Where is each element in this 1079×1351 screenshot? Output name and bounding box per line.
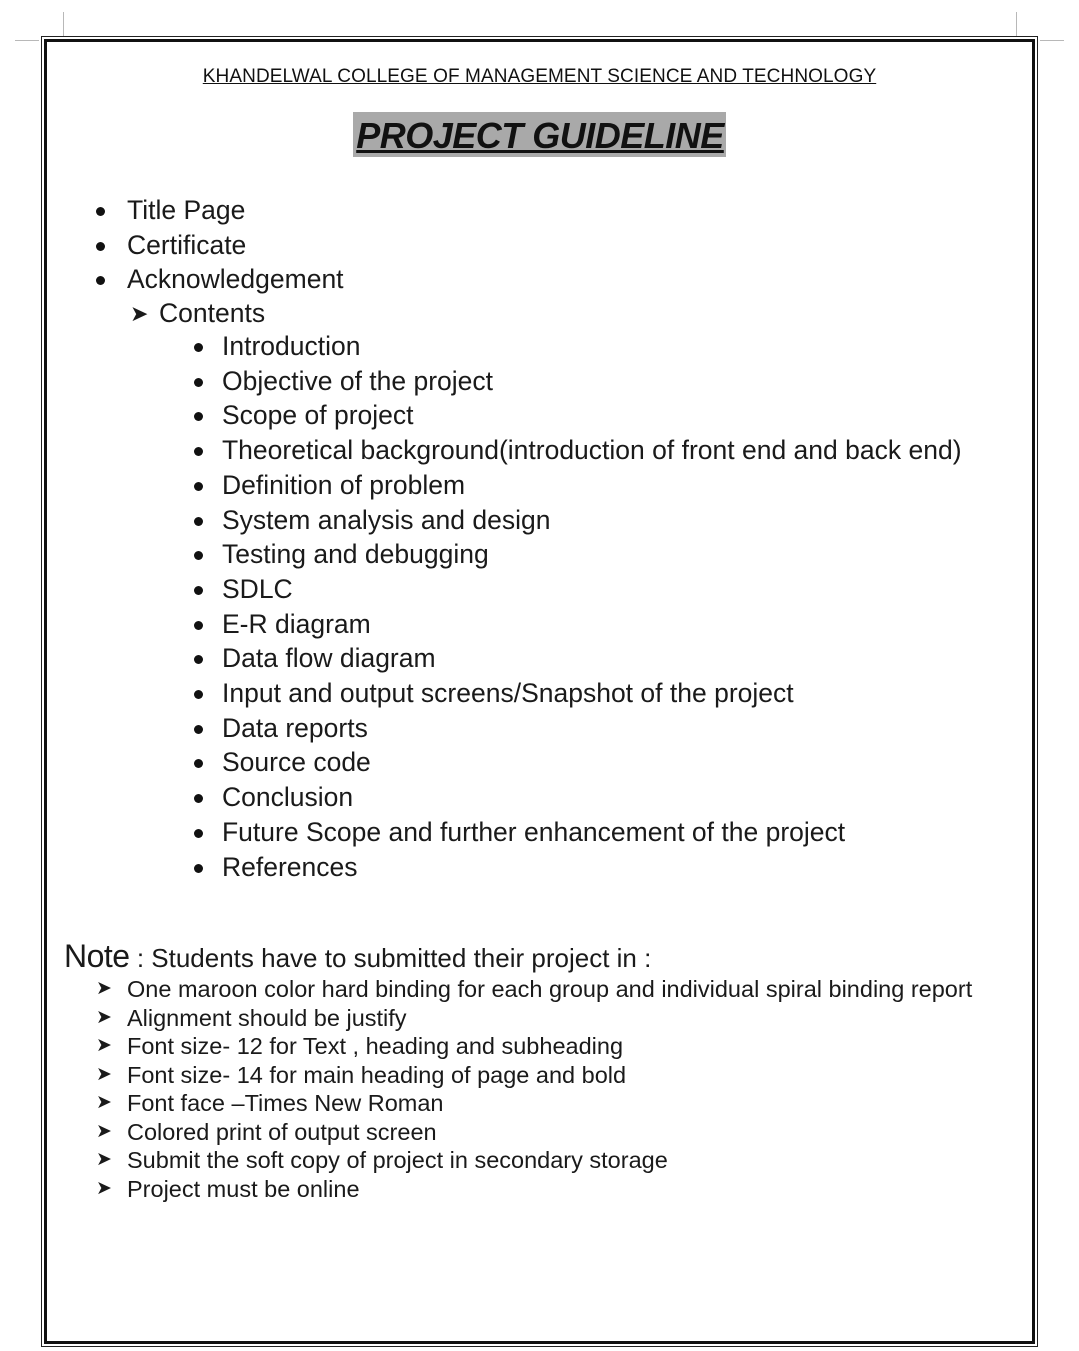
note-list [96,975,973,1203]
list-item-label: SDLC [222,573,293,604]
list-item-label: Theoretical background(introduction of front end and back end) [222,435,962,466]
list-item-label: Title Page [127,195,246,225]
list-item-label: Colored print of output screen [127,1118,437,1145]
list-item-label: Acknowledgement [127,264,344,294]
bullet-icon [96,207,105,216]
list-item-label: One maroon color hard binding for each group and individual spiral binding report [127,976,973,1002]
contents-heading [130,296,265,331]
bullet-icon [194,864,203,873]
list-item-label: Input and output screens/Snapshot of the project [222,678,794,709]
list-item-label: Future Scope and further enhancement of the project [222,816,846,847]
list-item [222,572,962,607]
list-item-label: Project must be online [127,1175,360,1202]
list-item [222,745,962,780]
list-item [127,228,344,263]
bullet-icon [96,276,105,285]
list-item [222,641,962,676]
crop-mark [1040,40,1064,41]
bullet-icon [194,482,203,491]
list-item [127,193,344,228]
list-item-label: Introduction [222,331,361,361]
college-name: KHANDELWAL COLLEGE OF MANAGEMENT SCIENCE AND TECHNOLOGY [202,66,877,87]
arrow-icon: ➤ [96,1006,112,1028]
arrow-icon: ➤ [96,978,112,999]
list-item [222,607,962,642]
list-item [96,1089,972,1118]
list-item [96,1146,972,1175]
list-item [222,468,962,503]
note-line [64,936,651,978]
list-item-label: Definition of problem [222,469,466,500]
title-wrapper [0,112,1079,157]
list-item [222,850,962,885]
list-item-label: Font size- 12 for Text , heading and subheading [127,1033,624,1059]
arrow-icon: ➤ [96,1063,112,1085]
arrow-icon: ➤ [130,301,149,326]
bullet-icon [96,242,105,251]
list-item [222,503,962,538]
list-item-label: Submit the soft copy of project in secondary storage [127,1147,668,1173]
note-label: Note [64,938,130,974]
list-item-label: Data flow diagram [222,643,436,674]
list-item [96,1061,972,1090]
bullet-icon [194,621,203,630]
list-item-label: E-R diagram [222,608,371,639]
list-item [222,433,962,468]
list-item [222,329,962,364]
list-item-label: Alignment should be justify [127,1004,407,1031]
bullet-icon [194,343,203,352]
bullet-icon [194,690,203,699]
list-item [127,262,344,297]
page-title: PROJECT GUIDELINE [353,112,726,157]
list-item [96,1004,972,1033]
list-item [222,815,962,850]
list-item-label: Objective of the project [222,365,494,396]
list-item [96,975,973,1004]
list-item-label: Font size- 14 for main heading of page and bold [127,1061,627,1088]
note-text: : Students have to submitted their project in : [129,943,652,973]
arrow-icon: ➤ [96,1092,112,1113]
list-item-label: References [222,851,358,882]
bullet-icon [194,378,203,387]
list-item-label: Source code [222,747,371,778]
list-item [222,364,962,399]
list-item [96,1175,972,1204]
contents-list [222,329,962,884]
bullet-icon [194,517,203,526]
list-item-label: System analysis and design [222,504,551,535]
list-item [96,1032,972,1061]
bullet-icon [194,586,203,595]
list-item-label: Data reports [222,712,368,743]
arrow-icon: ➤ [96,1177,112,1199]
arrow-icon: ➤ [96,1035,112,1056]
bullet-icon [194,829,203,838]
list-item [222,537,962,572]
list-item [222,676,962,711]
contents-label: Contents [159,298,266,328]
arrow-icon: ➤ [96,1149,112,1170]
crop-mark [1016,12,1017,36]
list-item [222,398,962,433]
arrow-icon: ➤ [96,1120,112,1142]
list-item-label: Testing and debugging [222,539,489,570]
list-item-label: Scope of project [222,400,414,431]
list-item [222,711,962,746]
list-item [96,1118,972,1147]
list-item-label: Font face –Times New Roman [127,1090,444,1116]
list-item [222,780,962,815]
list-item-label: Certificate [127,229,247,260]
top-items-list [127,193,344,297]
crop-mark [15,40,39,41]
bullet-icon [194,725,203,734]
crop-mark [63,12,64,36]
list-item-label: Conclusion [222,782,354,813]
